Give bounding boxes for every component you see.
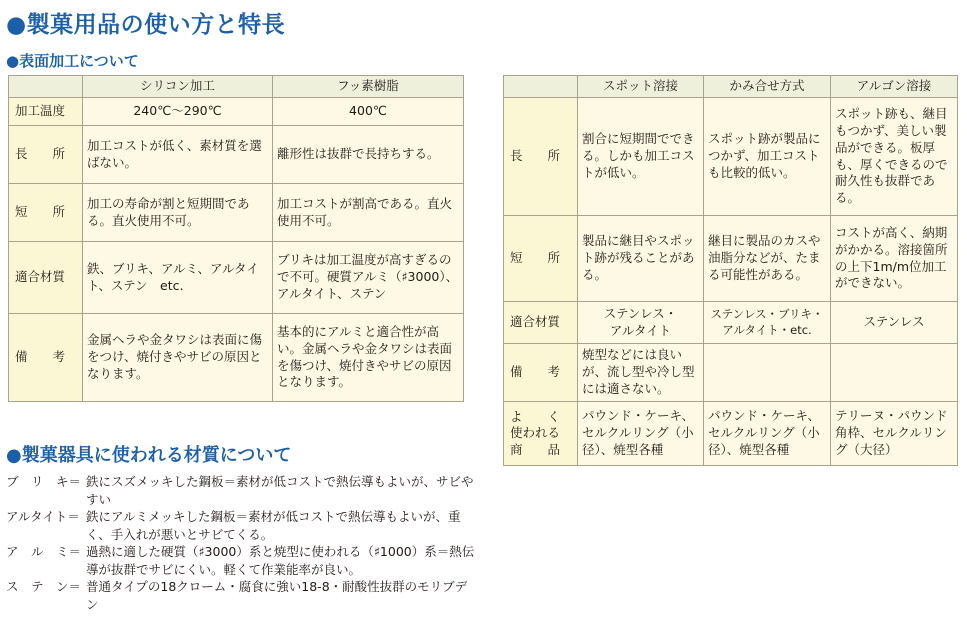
cell: 240℃～290℃ [83, 98, 273, 126]
row-header-demerit: 短 所 [504, 216, 578, 302]
cell: ステンレス [831, 302, 958, 344]
material-desc: 鉄にアルミメッキした鋼板＝素材が低コストで熱伝導もよいが、重く、手入れが悪いとサビてくる。 [86, 509, 461, 542]
list-item [6, 543, 476, 578]
joining-table [503, 75, 958, 466]
col-header-spot: スポット溶接 [578, 76, 704, 98]
row-header-products: よ く 使われる 商 品 [504, 402, 578, 466]
surface-heading: ●表面加工について [6, 52, 139, 70]
row-header-material: 適合材質 [9, 242, 83, 314]
materials-list [6, 473, 476, 613]
corner-cell [504, 76, 578, 98]
row-header-notes: 備 考 [504, 344, 578, 402]
col-header-argon: アルゴン溶接 [831, 76, 958, 98]
cell: 継目に製品のカスや油脂分などが、たまる可能性がある。 [704, 216, 831, 302]
material-term: ス テ ン＝ [6, 579, 82, 594]
material-desc: 鉄にスズメッキした鋼板＝素材が低コストで熱伝導もよいが、サビやすい [86, 474, 474, 507]
row-header-demerit: 短 所 [9, 184, 83, 242]
col-header-silicone: シリコン加工 [83, 76, 273, 98]
page-title: ●製菓用品の使い方と特長 [6, 12, 286, 38]
material-desc: 過熱に適した硬質（♯3000）系と焼型に使われる（♯1000）系＝熱伝導が抜群でサビにくい。軽くて作業能率が良い。 [86, 544, 475, 577]
row-header-material: 適合材質 [504, 302, 578, 344]
col-header-seam: かみ合せ方式 [704, 76, 831, 98]
row-header-merit: 長 所 [504, 98, 578, 216]
list-item [6, 578, 476, 613]
cell: 加工コストが低く、素材質を選ばない。 [83, 126, 273, 184]
cell: 鉄、ブリキ、アルミ、アルタイト、ステン etc. [83, 242, 273, 314]
cell [704, 344, 831, 402]
list-item [6, 473, 476, 508]
cell: 加工の寿命が割と短期間である。直火使用不可。 [83, 184, 273, 242]
cell: ブリキは加工温度が高すぎるので不可。硬質アルミ（♯3000）、アルタイト、ステン [273, 242, 464, 314]
material-term: ア ル ミ＝ [6, 544, 82, 559]
cell: ステンレス・ブリキ・ アルタイト・etc. [704, 302, 831, 344]
cell: 金属ヘラや金タワシは表面に傷をつけ、焼付きやサビの原因となります。 [83, 314, 273, 402]
row-header-notes: 備 考 [9, 314, 83, 402]
cell: 加工コストが割高である。直火使用不可。 [273, 184, 464, 242]
cell: パウンド・ケーキ、セルクルリング（小径）、焼型各種 [704, 402, 831, 466]
corner-cell [9, 76, 83, 98]
list-item [6, 508, 476, 543]
cell: 割合に短期間ででき る。しかも加工コストが低い。 [578, 98, 704, 216]
row-header-temp: 加工温度 [9, 98, 83, 126]
cell: コストが高く、納期がかかる。溶接箇所の上下1m/m位加工ができない。 [831, 216, 958, 302]
row-header-merit: 長 所 [9, 126, 83, 184]
material-desc: 普通タイプの18クローム・腐食に強い18-8・耐酸性抜群のモリブデン [86, 579, 468, 612]
cell: 焼型などには良いが、流し型や冷し型には適さない。 [578, 344, 704, 402]
cell: 離形性は抜群で長持ちする。 [273, 126, 464, 184]
material-term: ブ リ キ＝ [6, 474, 82, 489]
material-term: アルタイト＝ [6, 509, 80, 524]
cell: 400℃ [273, 98, 464, 126]
cell: 基本的にアルミと適合性が高い。金属ヘラや金タワシは表面を傷つけ、焼付きやサビの原因となります。 [273, 314, 464, 402]
cell: 製品に継目やスポット跡が残ることがある。 [578, 216, 704, 302]
cell: テリーヌ・パウンド角枠、セルクルリング（大径） [831, 402, 958, 466]
surface-table [8, 75, 464, 402]
cell: スポット跡が製品につかず、加工コストも比較的低い。 [704, 98, 831, 216]
col-header-fluorine: フッ素樹脂 [273, 76, 464, 98]
cell: パウンド・ケーキ、セルクルリング（小径）、焼型各種 [578, 402, 704, 466]
cell: ステンレス・ アルタイト [578, 302, 704, 344]
cell [831, 344, 958, 402]
cell: スポット跡も、継目もつかず、美しい製品ができる。板厚も、厚くできるので耐久性も抜群である。 [831, 98, 958, 216]
materials-heading: ●製菓器具に使われる材質について [6, 445, 292, 466]
